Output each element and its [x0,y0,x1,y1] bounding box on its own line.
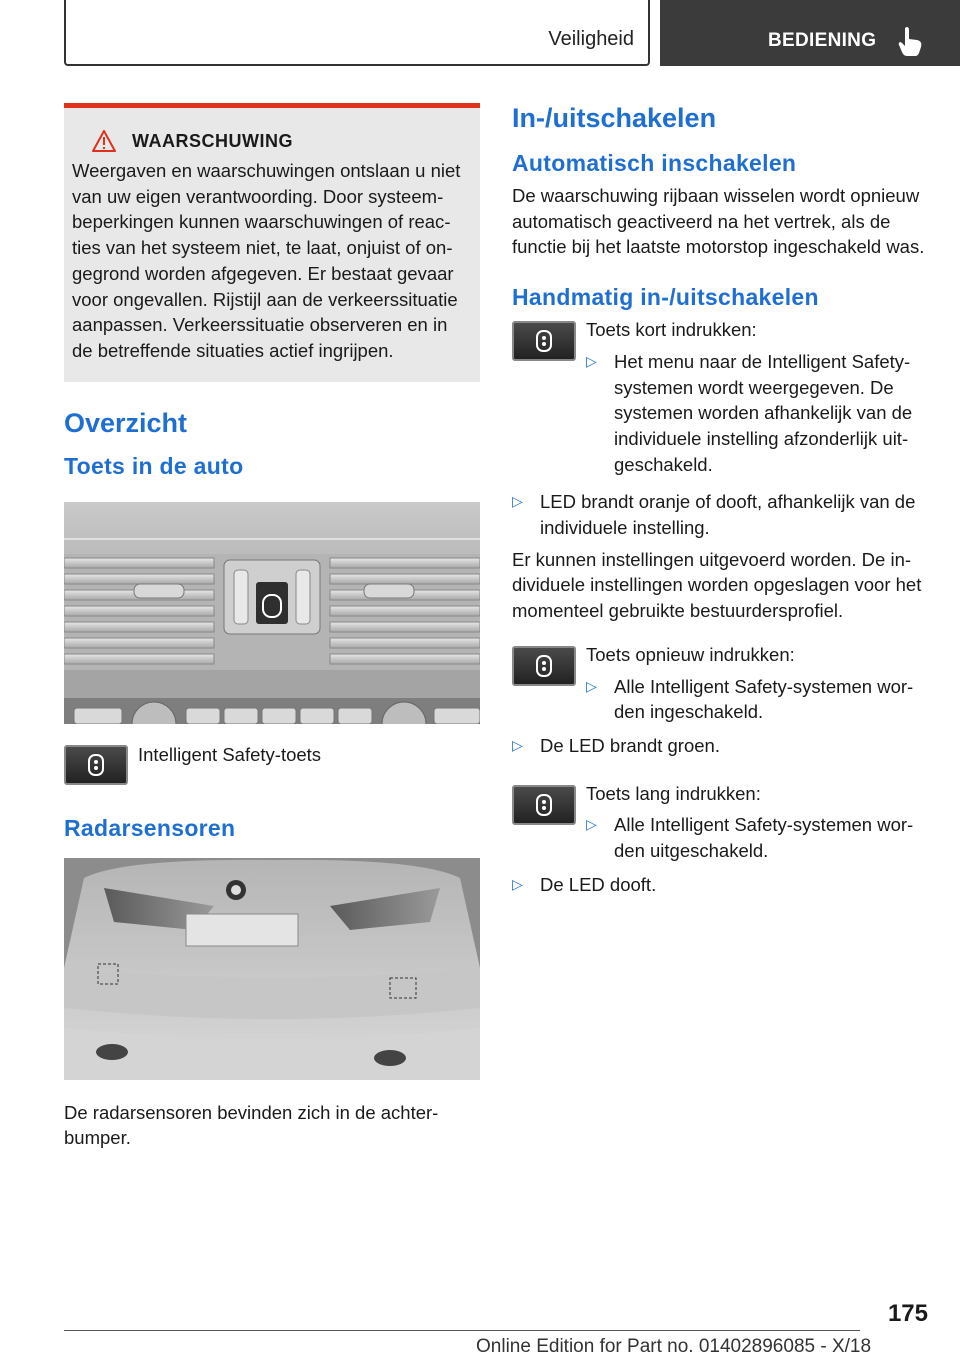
step1-label: Toets kort indrukken: [586,319,757,341]
step1-list-inner [586,349,932,478]
bullet-triangle-icon: ▷ [512,875,523,892]
warning-text: Weergaven en waarschuwingen ontslaan u niet van uw eigen verantwoording. Door systeembeperkingen kunnen waarschuwingen of reacties van het systeem niet, te laat, onjuist of ongegrond worden afgegeven. Er bestaat gevaar voor ongevallen. Rijstijl aan de verkeerssituatie aanpassen. Verkeerssituatie observeren en in de betreffende situaties actief ingrijpen. [72,160,461,361]
step2-row [512,642,932,725]
bullet-triangle-icon: ▷ [512,736,523,753]
chapter-tab [660,0,960,66]
radar-text: De radarsensoren bevinden zich in de achterbumper. [64,1101,439,1149]
warning-title-row [72,130,470,152]
step3-row [512,781,932,864]
switching-heading: In-/uitschakelen [512,103,717,133]
bullet-text: Alle Intelligent Safety-systemen worden uitgeschakeld. [614,814,914,862]
button-caption: Intelligent Safety-toets [138,743,322,765]
safety-icon [532,793,556,817]
bullet-text: Alle Intelligent Safety-systemen worden ingeschakeld. [614,675,914,723]
safety-button-icon [512,646,576,686]
list-item [586,349,932,478]
pointing-hand-icon [896,26,924,56]
step3-list-outer [512,872,932,898]
section-title: Veiligheid [548,28,634,50]
left-column [64,103,480,1151]
auto-heading: Automatisch inschakelen [512,150,797,176]
step1-list-outer [512,489,932,540]
safety-button-icon [512,785,576,825]
button-caption-row [64,742,480,785]
step2-label: Toets opnieuw indrukken: [586,643,795,665]
step2-list-inner [586,674,932,725]
safety-button-icon [512,321,576,361]
page-number: 175 [887,1300,928,1327]
bullet-text: De LED dooft. [540,873,657,895]
bullet-triangle-icon: ▷ [586,816,597,833]
right-column [512,103,932,897]
list-item [586,812,932,863]
bullet-triangle-icon: ▷ [512,493,523,510]
intelligent-safety-button-icon [64,745,128,785]
warning-title: WAARSCHUWING [132,130,293,151]
radar-heading: Radarsensoren [64,814,236,841]
list-item [512,872,932,898]
settings-text: Er kunnen instellingen uitgevoerd worden. De individuele instellingen worden opgeslagen voor het momenteel gebruikte bestuurdersprofiel. [512,548,922,622]
bullet-triangle-icon: ▷ [586,677,597,694]
footer-divider [64,1330,860,1331]
safety-icon [84,753,108,777]
list-item [512,489,932,540]
list-item [512,733,932,759]
chapter-title: BEDIENING [768,30,877,51]
bullet-text: LED brandt oranje of dooft, afhankelijk van de individuele instelling. [540,491,916,539]
warning-triangle-icon [92,130,116,152]
rear-bumper-photo [64,858,480,1080]
step3-list-inner [586,812,932,863]
safety-icon [532,654,556,678]
button-heading: Toets in de auto [64,452,244,479]
bullet-text: Het menu naar de Intelligent Safety-systemen wordt weergegeven. De systemen worden afhankelijk van de individuele instelling afzonderlijk uitgeschakeld. [614,350,913,475]
step1-row [512,317,932,477]
step2-list-outer [512,733,932,759]
bullet-triangle-icon: ▷ [586,352,597,369]
manual-heading: Handmatig in-/uitschakelen [512,284,819,311]
header-section-tab [64,0,650,66]
auto-text: De waarschuwing rijbaan wisselen wordt opnieuw automatisch geactiveerd na het vertrek, als de functie bij het laatste motorstop ingeschakeld was. [512,185,925,258]
edition-text: Online Edition for Part no. 01402896085 - X/18 [476,1336,872,1357]
step3-label: Toets lang indrukken: [586,782,761,804]
list-item [586,674,932,725]
overview-heading: Overzicht [64,407,188,438]
dashboard-button-photo [64,502,480,724]
bullet-text: De LED brandt groen. [540,734,720,756]
safety-icon [532,329,556,353]
warning-box [64,103,480,382]
